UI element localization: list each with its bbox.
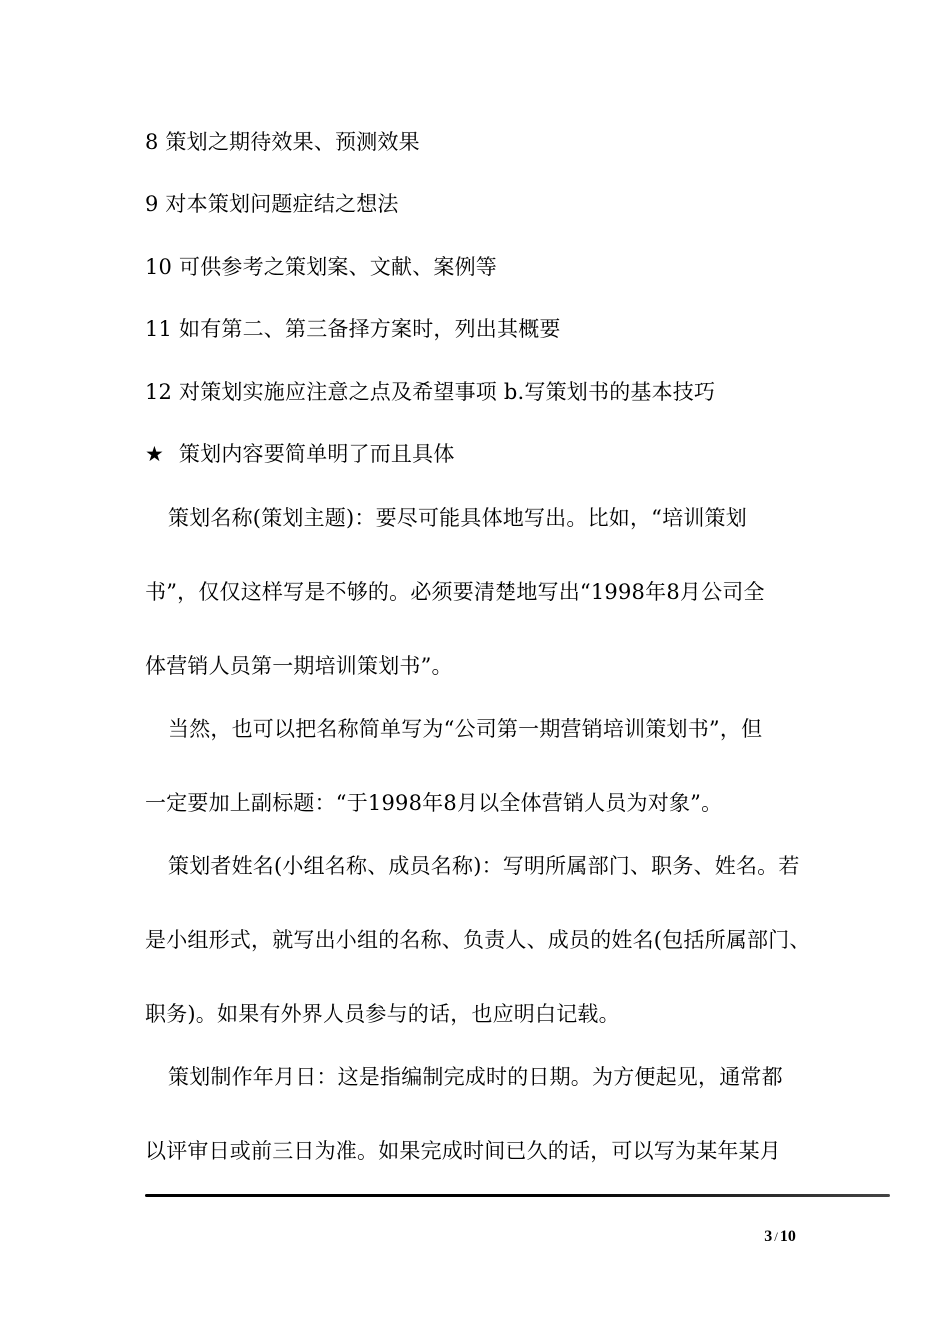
paragraph-line: 策划者姓名(小组名称、成员名称)：写明所属部门、职务、姓名。若 [168,854,800,878]
paragraph-line: 体营销人员第一期培训策划书”。 [145,654,453,678]
page-total: 10 [779,1228,796,1245]
star-heading [145,440,455,468]
paragraph-line: 职务)。如果有外界人员参与的话，也应明白记载。 [145,1002,620,1026]
list-item-11: 11 如有第二、第三备择方案时，列出其概要 [145,317,561,341]
star-heading-text: 策划内容要简单明了而且具体 [178,442,455,466]
paragraph-line: 当然，也可以把名称简单写为“公司第一期营销培训策划书”，但 [168,717,763,741]
star-icon: ★ [145,442,165,466]
page-current: 3 [764,1228,773,1245]
list-item-10: 10 可供参考之策划案、文献、案例等 [145,255,497,279]
paragraph-line: 一定要加上副标题：“于1998年8月以全体营销人员为对象”。 [145,791,723,815]
paragraph-line: 是小组形式，就写出小组的名称、负责人、成员的姓名(包括所属部门、 [145,928,811,952]
list-item-12: 12 对策划实施应注意之点及希望事项 b.写策划书的基本技巧 [145,380,716,404]
paragraph-line: 书”，仅仅这样写是不够的。必须要清楚地写出“1998年8月公司全 [145,580,765,604]
paragraph-line: 策划制作年月日：这是指编制完成时的日期。为方便起见，通常都 [168,1065,783,1089]
paragraph-line: 以评审日或前三日为准。如果完成时间已久的话，可以写为某年某月 [145,1139,781,1163]
list-item-8: 8 策划之期待效果、预测效果 [145,130,420,154]
list-item-9: 9 对本策划问题症结之想法 [145,192,399,216]
paragraph-line: 策划名称(策划主题)：要尽可能具体地写出。比如，“培训策划 [168,506,747,530]
page-number [740,1228,820,1246]
page-separator: / [774,1229,778,1244]
footer-divider [145,1194,890,1197]
